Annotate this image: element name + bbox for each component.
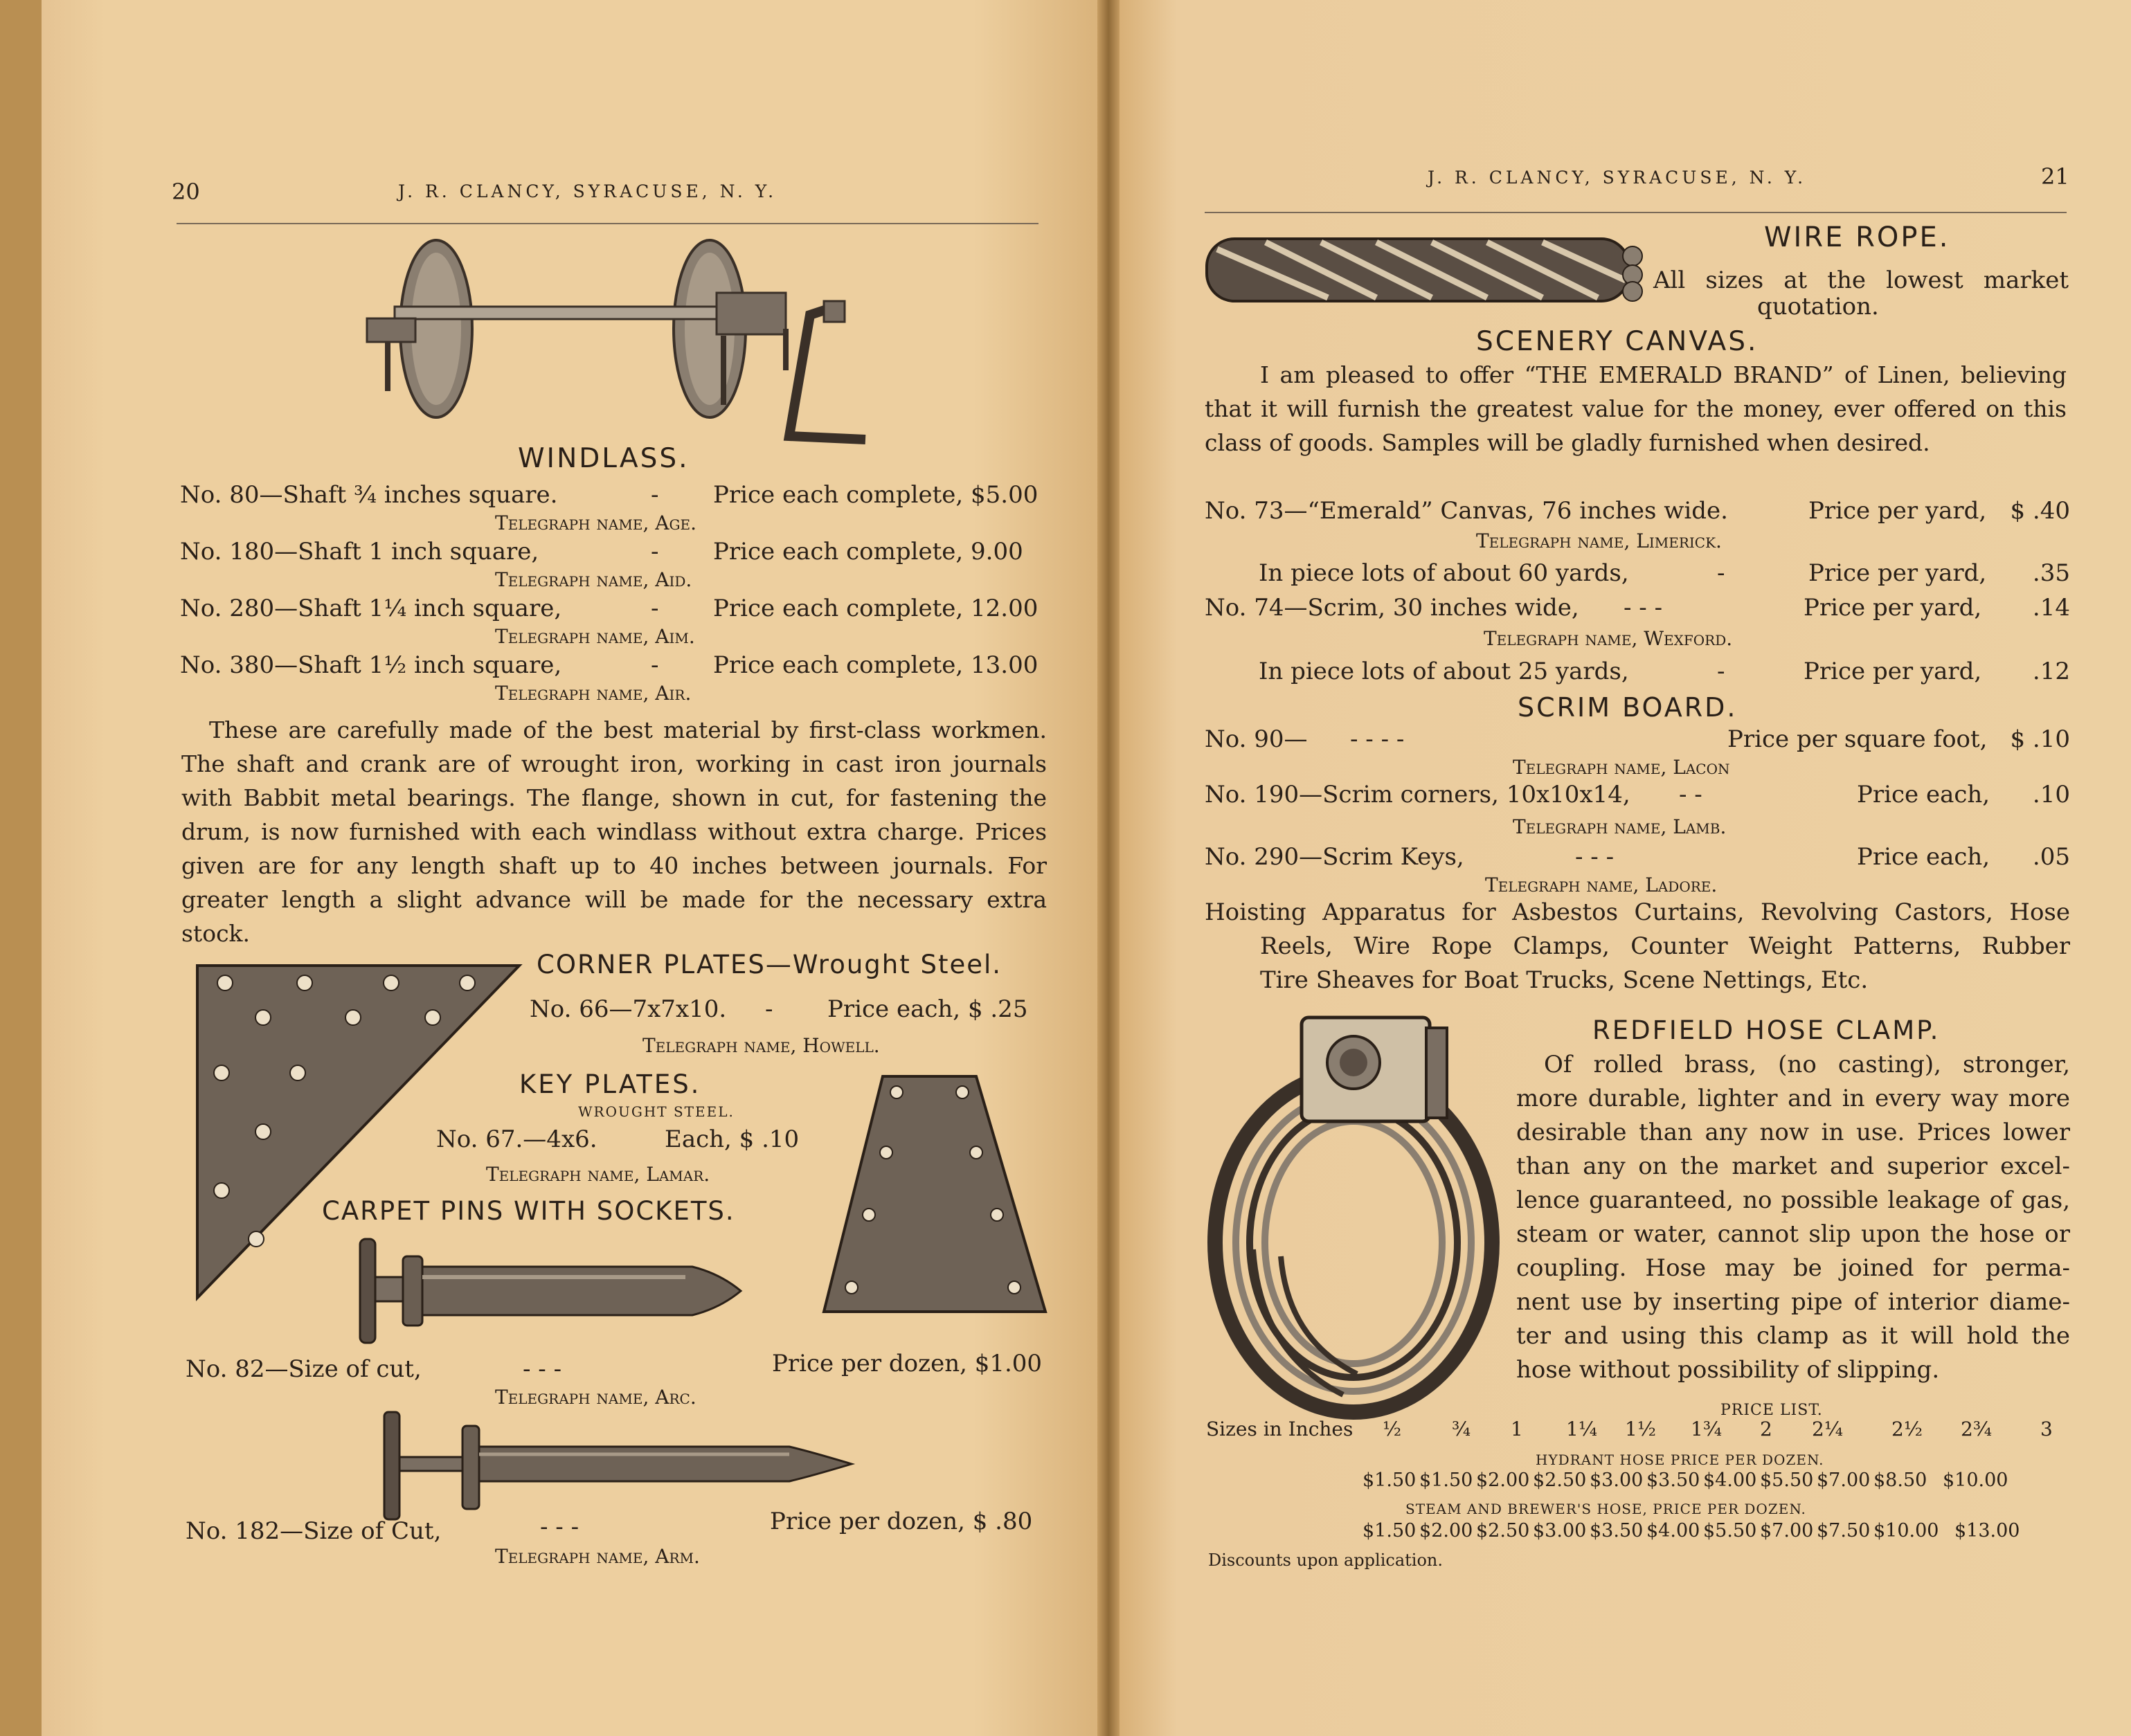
windlass-item-380 xyxy=(180,651,561,679)
hose-clamp-heading: REDFIELD HOSE CLAMP. xyxy=(1592,1015,1941,1045)
price-cell: $3.50 xyxy=(1646,1470,1700,1491)
hoisting-apparatus-line-2: Reels, Wire Rope Clamps, Counter Weight Patterns, Rubber xyxy=(1260,932,2070,960)
dash: - - - xyxy=(523,1355,562,1383)
price-cell: $10.00 xyxy=(1943,1470,2008,1491)
price-label: Price per yard, xyxy=(1804,594,1982,622)
windlass-item-80 xyxy=(180,481,557,509)
price-value: .12 xyxy=(2032,658,2070,685)
wire-rope-heading: WIRE ROPE. xyxy=(1764,221,1950,253)
telegraph-arm xyxy=(495,1545,700,1568)
windlass-heading: WINDLASS. xyxy=(518,443,690,474)
telegraph-label: Telegraph name, xyxy=(486,1163,640,1186)
scrim-board-heading: SCRIM BOARD. xyxy=(1518,692,1738,723)
price-cell: $4.00 xyxy=(1646,1520,1700,1541)
telegraph-limerick xyxy=(1476,530,1722,552)
telegraph-ladore xyxy=(1485,874,1717,896)
size-cell: 2¾ xyxy=(1961,1418,1992,1440)
size-cell: 2¼ xyxy=(1812,1418,1843,1440)
telegraph-label: Telegraph name, xyxy=(495,568,649,591)
item-number: No. 180—Shaft xyxy=(180,538,361,566)
price-cell: $5.50 xyxy=(1703,1520,1757,1541)
carpet-pin-82-price xyxy=(772,1350,1042,1377)
telegraph-code: Limerick. xyxy=(1636,530,1722,552)
telegraph-label: Telegraph name, xyxy=(495,512,649,534)
canvas-row-73: No. 73—“Emerald” Canvas, 76 inches wide. xyxy=(1205,497,1728,525)
hose-clamp-line: more durable, lighter and in every way more xyxy=(1516,1085,2070,1112)
dash: - - - xyxy=(540,1513,579,1541)
price-label: Price per yard, xyxy=(1808,497,1987,525)
scenery-canvas-intro: I am pleased to offer “THE EMERALD BRAND” of Linen, believing that it will furnish the greatest value for the money, ever offered on this class of goods. Samples will be gladly furnished when desired. xyxy=(1205,361,2067,456)
hose-clamp-illustration xyxy=(1205,1007,1509,1422)
hose-clamp-line: nent use by inserting pipe of interior diame- xyxy=(1516,1288,2070,1316)
telegraph-code: Ladore. xyxy=(1645,874,1718,896)
dash: - - - xyxy=(1624,594,1663,622)
telegraph-label: Telegraph name, xyxy=(495,682,649,705)
dash: - xyxy=(651,538,659,566)
price-label: Price each, xyxy=(1857,843,1990,871)
price-value: $ .10 xyxy=(2010,725,2070,753)
item-size: 1½ inch square, xyxy=(368,651,562,679)
telegraph-code: Wexford. xyxy=(1644,627,1733,650)
price-value: $1.00 xyxy=(974,1350,1043,1377)
steam-prices-row xyxy=(1363,1520,2076,1546)
price-cell: $2.50 xyxy=(1533,1470,1587,1491)
price-value: .35 xyxy=(2032,559,2070,587)
corner-plates-heading: CORNER PLATES—Wrought Steel. xyxy=(537,950,1002,979)
hose-clamp-line: desirable than any now in use. Prices lower xyxy=(1516,1119,2070,1146)
hose-clamp-line: steam or water, cannot slip upon the hose or xyxy=(1516,1220,2070,1248)
dash: - xyxy=(651,481,659,509)
telegraph-code: Lamar. xyxy=(646,1163,710,1186)
price-cell: $3.00 xyxy=(1590,1470,1644,1491)
hose-clamp-line: ter and using this clamp as it will hold the xyxy=(1516,1322,2070,1350)
corner-plate-price xyxy=(827,995,1027,1023)
dash: - - - xyxy=(1575,843,1615,871)
dash: - xyxy=(765,995,773,1023)
price-cell: $2.00 xyxy=(1476,1470,1530,1491)
dash: - - xyxy=(1679,781,1702,808)
scrim-row-290: No. 290—Scrim Keys, xyxy=(1205,843,1464,871)
price-label: Price each, xyxy=(827,995,961,1023)
price-cell: $10.00 xyxy=(1873,1520,1939,1541)
price-label: Price per dozen, xyxy=(772,1350,967,1377)
hose-clamp-line: hose without possibility of slipping. xyxy=(1516,1356,1940,1384)
price-cell: $13.00 xyxy=(1954,1520,2020,1541)
size-cell: 1¾ xyxy=(1691,1418,1722,1440)
canvas-row-25yd: In piece lots of about 25 yards, xyxy=(1259,658,1629,685)
size-cell: ½ xyxy=(1383,1418,1402,1440)
hose-clamp-line: Of rolled brass, (no casting), stronger, xyxy=(1544,1051,2070,1078)
dash: - - - - xyxy=(1350,725,1405,753)
price-label: Price per dozen, xyxy=(770,1508,965,1535)
telegraph-air xyxy=(495,682,691,705)
wire-rope-line-1: All sizes at the lowest market xyxy=(1653,266,2069,294)
header-rule-left xyxy=(177,223,1038,224)
telegraph-label: Telegraph name, xyxy=(642,1034,797,1057)
size-cell: ¾ xyxy=(1452,1418,1471,1440)
price-label: Price each complete, xyxy=(713,595,964,622)
windlass-80-price xyxy=(713,481,1038,509)
price-value: 12.00 xyxy=(971,595,1038,622)
telegraph-code: Lamb. xyxy=(1673,815,1727,838)
telegraph-lamb xyxy=(1513,815,1726,838)
telegraph-howell xyxy=(642,1034,880,1057)
page-number-left: 20 xyxy=(172,179,200,205)
telegraph-label: Telegraph name, xyxy=(1484,627,1638,650)
carpet-pins-heading: CARPET PINS WITH SOCKETS. xyxy=(322,1196,735,1226)
scenery-canvas-heading: SCENERY CANVAS. xyxy=(1476,326,1759,357)
sizes-label: Sizes in Inches xyxy=(1206,1418,1354,1440)
hydrant-prices-row xyxy=(1363,1470,2069,1496)
dash: - xyxy=(1717,658,1725,685)
price-value: $ .80 xyxy=(972,1508,1033,1535)
header-rule-right xyxy=(1205,212,2067,213)
price-cell: $2.00 xyxy=(1419,1520,1473,1541)
carpet-pin-82-item: No. 82—Size of cut, xyxy=(186,1355,422,1383)
windlass-180-price xyxy=(713,538,1023,566)
item-size: 1¼ inch square, xyxy=(368,595,562,622)
sizes-row xyxy=(1206,1418,2071,1445)
telegraph-label: Telegraph name, xyxy=(1476,530,1630,552)
key-plate-item: No. 67.—4x6. xyxy=(436,1125,597,1153)
wire-rope-line-2: quotation. xyxy=(1757,293,1879,320)
hose-clamp-line: coupling. Hose may be joined for perma- xyxy=(1516,1254,2070,1282)
key-plates-subheading: WROUGHT STEEL. xyxy=(578,1103,735,1120)
windlass-item-180 xyxy=(180,538,539,566)
price-value: .05 xyxy=(2032,843,2070,871)
telegraph-label: Telegraph name, xyxy=(495,1386,649,1409)
price-list-title: PRICE LIST. xyxy=(1720,1402,1823,1419)
price-label: Price per square foot, xyxy=(1727,725,1988,753)
telegraph-code: Lacon xyxy=(1673,756,1730,779)
telegraph-code: Aid. xyxy=(655,568,692,591)
price-cell: $7.00 xyxy=(1817,1470,1871,1491)
price-cell: $3.00 xyxy=(1533,1520,1587,1541)
steam-hose-title: STEAM AND BREWER'S HOSE, PRICE PER DOZEN. xyxy=(1405,1501,1806,1517)
hoisting-apparatus-line-1: Hoisting Apparatus for Asbestos Curtains, Revolving Castors, Hose xyxy=(1205,898,2070,926)
telegraph-lacon xyxy=(1513,756,1730,779)
carpet-pin-182-illustration xyxy=(381,1409,858,1523)
windlass-illustration xyxy=(353,232,879,453)
canvas-row-74: No. 74—Scrim, 30 inches wide, xyxy=(1205,594,1579,622)
telegraph-age xyxy=(495,512,696,534)
corner-plate-item: No. 66—7x7x10. xyxy=(530,995,727,1023)
page-number-right: 21 xyxy=(2041,163,2069,190)
telegraph-code: Arc. xyxy=(655,1386,696,1409)
item-number: No. 380—Shaft xyxy=(180,651,361,679)
canvas-row-60yd: In piece lots of about 60 yards, xyxy=(1259,559,1629,587)
price-label: Price each complete, xyxy=(713,538,964,566)
key-plates-heading: KEY PLATES. xyxy=(519,1069,701,1099)
price-cell: $8.50 xyxy=(1873,1470,1927,1491)
price-label: Price per yard, xyxy=(1804,658,1982,685)
running-head-right: J. R. CLANCY, SYRACUSE, N. Y. xyxy=(1428,168,1807,188)
windlass-380-price xyxy=(713,651,1038,679)
windlass-description: These are carefully made of the best material by first-class workmen. The shaft and crank are of wrought iron, working in cast iron journals with Babbit metal bearings. The flange, shown in cut, for fastening the drum, is now furnished with each windlass without extra charge. Prices given are for any length shaft up to 40 inches between journals. For greater length a slight advance will be made for the necessary extra stock. xyxy=(181,716,1047,947)
price-label: Price each complete, xyxy=(713,481,964,509)
price-cell: $2.50 xyxy=(1476,1520,1530,1541)
telegraph-lamar xyxy=(486,1163,710,1186)
carpet-pin-82-illustration xyxy=(353,1236,782,1346)
telegraph-code: Aim. xyxy=(655,625,695,648)
price-value: $ .25 xyxy=(967,995,1028,1023)
price-cell: $4.00 xyxy=(1703,1470,1757,1491)
price-value: 9.00 xyxy=(971,538,1023,566)
price-value: .10 xyxy=(2032,781,2070,808)
telegraph-label: Telegraph name, xyxy=(495,625,649,648)
hose-clamp-line: lence guaranteed, no possible leakage of gas, xyxy=(1516,1186,2070,1214)
size-cell: 2½ xyxy=(1891,1418,1923,1440)
book-gutter xyxy=(1097,0,1120,1736)
scrim-row-190: No. 190—Scrim corners, 10x10x14, xyxy=(1205,781,1630,808)
price-label: Price per yard, xyxy=(1808,559,1987,587)
dash: - xyxy=(651,595,659,622)
price-value: 13.00 xyxy=(971,651,1038,679)
size-cell: 1½ xyxy=(1625,1418,1656,1440)
price-label: Price each, xyxy=(1857,781,1990,808)
dash: - xyxy=(651,651,659,679)
telegraph-arc xyxy=(495,1386,696,1409)
telegraph-code: Howell. xyxy=(802,1034,880,1057)
telegraph-code: Age. xyxy=(655,512,696,534)
price-value: $5.00 xyxy=(971,481,1038,509)
price-cell: $1.50 xyxy=(1363,1470,1417,1491)
telegraph-label: Telegraph name, xyxy=(1513,756,1667,779)
hose-clamp-line: than any on the market and superior excel- xyxy=(1516,1152,2070,1180)
telegraph-label: Telegraph name, xyxy=(495,1545,649,1568)
item-size: ¾ inches square. xyxy=(354,481,558,509)
hoisting-apparatus-line-3: Tire Sheaves for Boat Trucks, Scene Nettings, Etc. xyxy=(1260,966,1869,994)
price-value: $ .10 xyxy=(739,1125,800,1153)
price-cell: $1.50 xyxy=(1363,1520,1417,1541)
carpet-pin-182-item: No. 182—Size of Cut, xyxy=(186,1517,442,1545)
item-size: 1 inch square, xyxy=(368,538,539,566)
telegraph-wexford xyxy=(1484,627,1732,650)
running-head-left: J. R. CLANCY, SYRACUSE, N. Y. xyxy=(398,181,777,201)
price-label: Each, xyxy=(665,1125,732,1153)
discounts-note: Discounts upon application. xyxy=(1208,1550,1443,1570)
key-plate-price xyxy=(665,1125,799,1153)
size-cell: 2 xyxy=(1760,1418,1772,1440)
key-plate-illustration xyxy=(820,1073,1049,1319)
telegraph-label: Telegraph name, xyxy=(1485,874,1639,896)
windlass-280-price xyxy=(713,595,1038,622)
item-number: No. 80—Shaft xyxy=(180,481,347,509)
dash: - xyxy=(1717,559,1725,587)
telegraph-code: Arm. xyxy=(655,1545,700,1568)
telegraph-aid xyxy=(495,568,692,591)
hydrant-hose-title: HYDRANT HOSE PRICE PER DOZEN. xyxy=(1536,1452,1824,1468)
telegraph-aim xyxy=(495,625,695,648)
price-label: Price each complete, xyxy=(713,651,964,679)
item-number: No. 280—Shaft xyxy=(180,595,361,622)
telegraph-code: Air. xyxy=(655,682,692,705)
size-cell: 1 xyxy=(1511,1418,1523,1440)
wire-rope-illustration xyxy=(1203,232,1653,308)
price-cell: $3.50 xyxy=(1590,1520,1644,1541)
carpet-pin-182-price xyxy=(770,1508,1032,1535)
windlass-price-list xyxy=(180,481,1049,709)
price-cell: $7.00 xyxy=(1760,1520,1814,1541)
size-cell: 3 xyxy=(2040,1418,2053,1440)
scrim-row-90: No. 90— xyxy=(1205,725,1308,753)
price-cell: $5.50 xyxy=(1760,1470,1814,1491)
telegraph-label: Telegraph name, xyxy=(1513,815,1667,838)
price-cell: $7.50 xyxy=(1817,1520,1871,1541)
price-value: $ .40 xyxy=(2010,497,2070,525)
price-value: .14 xyxy=(2032,594,2070,622)
price-cell: $1.50 xyxy=(1419,1470,1473,1491)
windlass-item-280 xyxy=(180,595,561,622)
size-cell: 1¼ xyxy=(1566,1418,1597,1440)
